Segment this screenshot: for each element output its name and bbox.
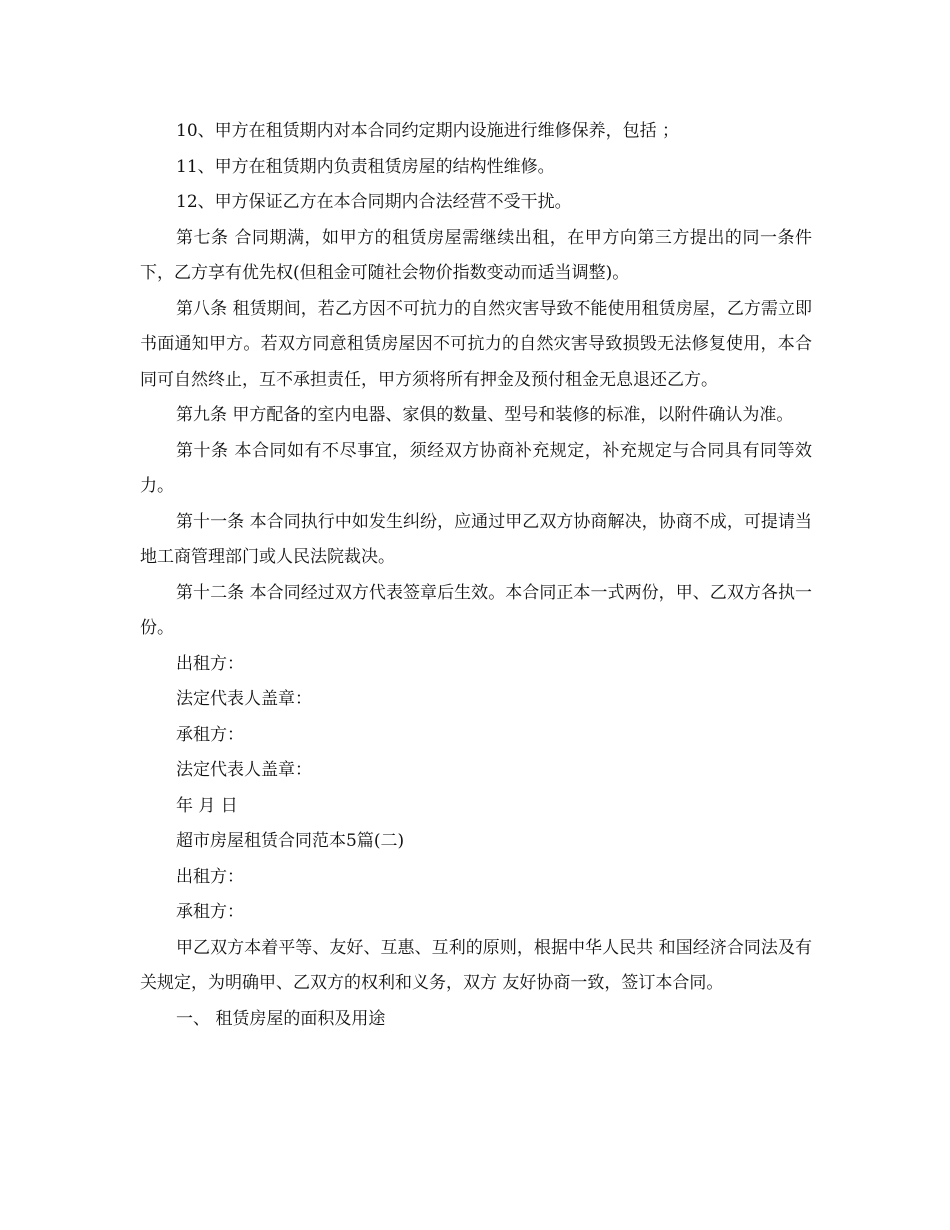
lessor-representative-seal-label: 法定代表人盖章：	[176, 689, 312, 709]
lessor-label: 出租方：	[176, 653, 244, 674]
preamble-paragraph: 甲乙双方本着平等、友好、互惠、互利的原则，根据中华人民共 和国经济合同法及有关规定，为明确甲、乙双方的权利和义务，双方 友好协商一致，签订本合同。	[140, 937, 812, 993]
clause-10-text: 10、甲方在租赁期内对本合同约定期内设施进行维修保养，包括 ；	[176, 121, 680, 141]
article-11-paragraph: 第十一条 本合同执行中如发生纠纷，应通过甲乙双方协商解决，协商不成，可提请当地工商管理部门或人民法院裁决。	[140, 511, 812, 567]
article-9-paragraph: 第九条 甲方配备的室内电器、家俱的数量、型号和装修的标准，以附件确认为准。	[176, 405, 794, 425]
lessor-label-2: 出租方：	[176, 866, 244, 887]
lessee-label-2: 承租方：	[176, 902, 244, 922]
article-7-paragraph: 第七条 合同期满，如甲方的租赁房屋需继续出租，在甲方向第三方提出的同一条件下，乙方享有优先权(但租金可随社会物价指数变动而适当调整)。	[140, 227, 812, 283]
heading-rental-area-usage: 一、 租赁房屋的面积及用途	[176, 1008, 386, 1029]
document-body	[140, 114, 812, 1037]
clause-11-text: 11、甲方在租赁期内负责租赁房屋的结构性维修。	[176, 156, 555, 177]
article-10-paragraph: 第十条 本合同如有不尽事宜，须经双方协商补充规定，补充规定与合同具有同等效力。	[140, 440, 812, 496]
lessee-representative-seal-label: 法定代表人盖章：	[176, 760, 312, 780]
lessee-label: 承租方：	[176, 724, 244, 745]
clause-12-text: 12、甲方保证乙方在本合同期内合法经营不受干扰。	[176, 192, 572, 212]
date-line: 年 月 日	[176, 795, 238, 816]
section-title: 超市房屋租赁合同范本5篇(二)	[176, 831, 405, 851]
article-8-paragraph: 第八条 租赁期间，若乙方因不可抗力的自然灾害导致不能使用租赁房屋，乙方需立即书面通知甲方。若双方同意租赁房屋因不可抗力的自然灾害导致损毁无法修复使用，本合同可自然终止，互不承担责任，甲方须将所有押金及预付租金无息退还乙方。	[140, 298, 812, 390]
article-12-paragraph: 第十二条 本合同经过双方代表签章后生效。本合同正本一式两份，甲、乙双方各执一份。	[140, 582, 812, 638]
